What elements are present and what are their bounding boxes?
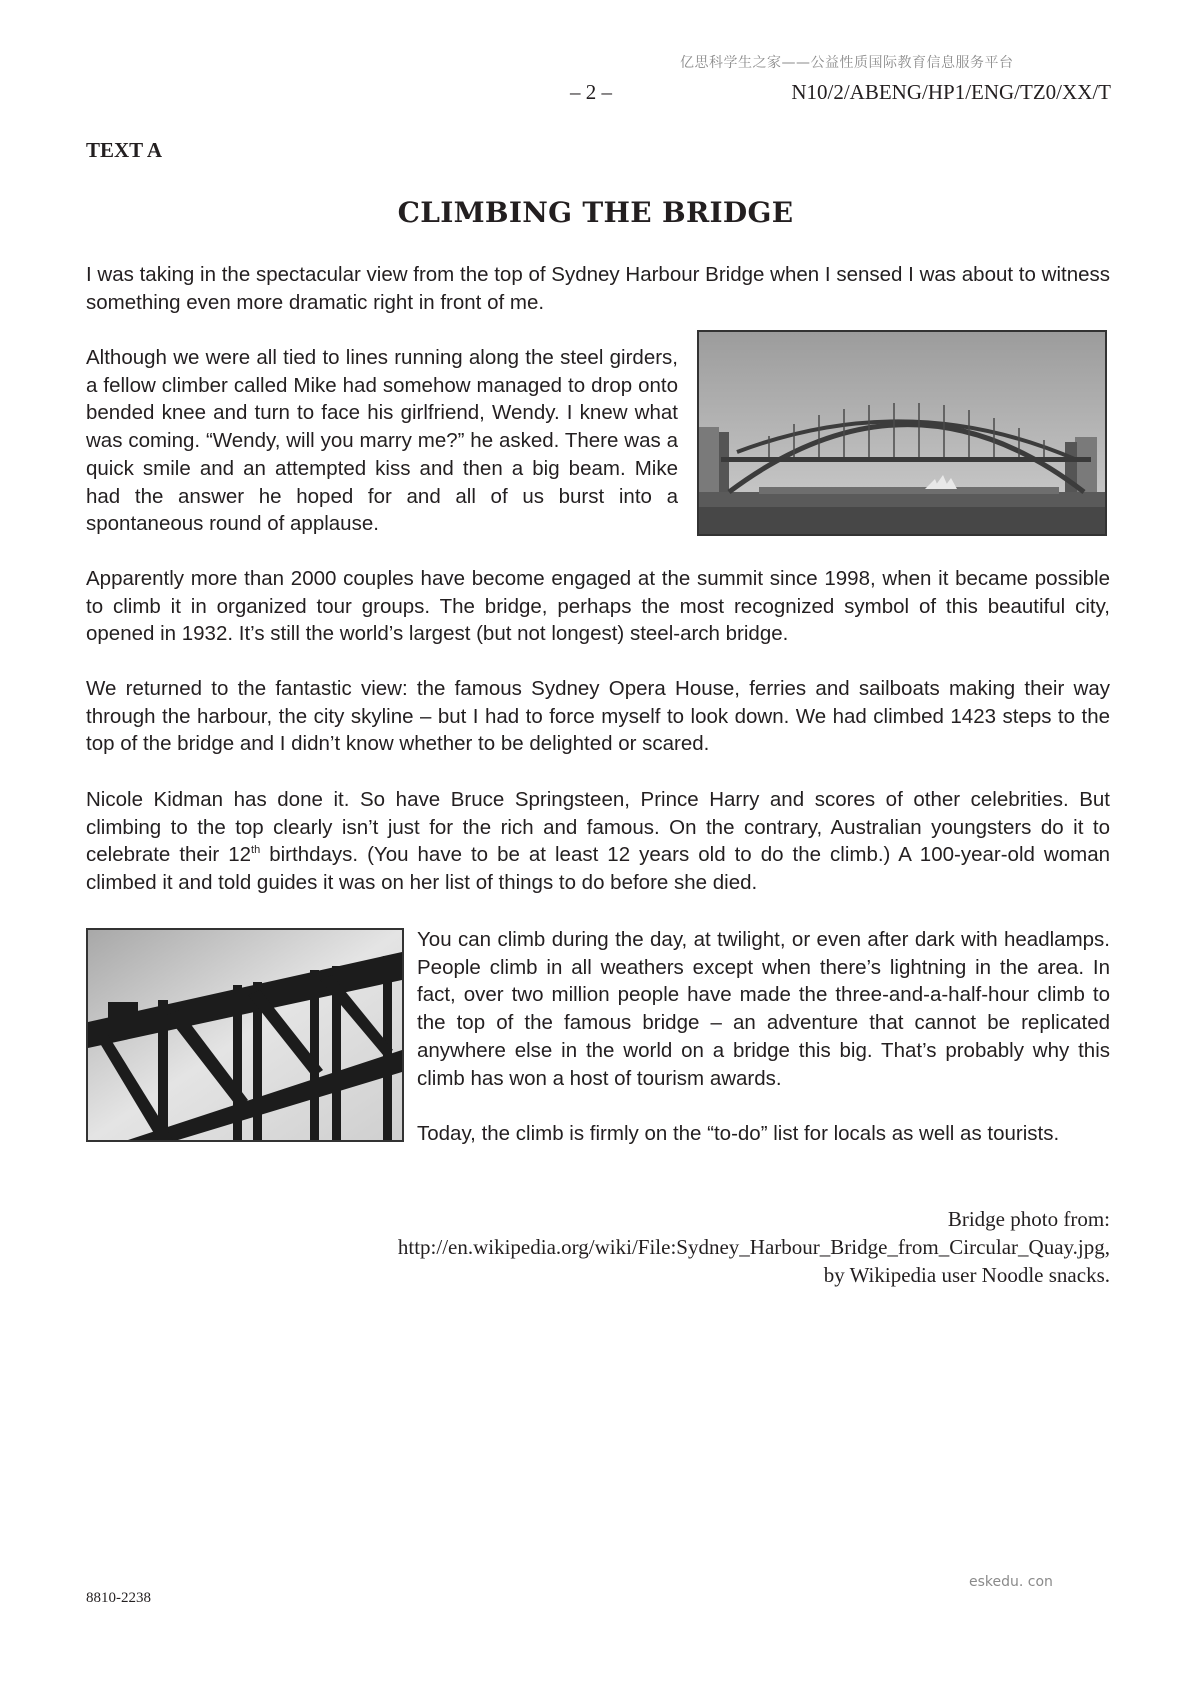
article-title: CLIMBING THE BRIDGE	[397, 196, 794, 229]
photo-credit-author: by Wikipedia user Noodle snacks.	[823, 1263, 1110, 1287]
site-watermark: 亿思科学生之家——公益性质国际教育信息服务平台	[680, 55, 1014, 71]
document-code: N10/2/ABENG/HP1/ENG/TZ0/XX/T	[791, 80, 1111, 104]
paragraph-celebrities-part1: Nicole Kidman has done it. So have Bruce Springsteen, Prince Harry and scores of other celebrities. But climbing to the top clearly isn’t just for the rich and famous. On the contrary, Australian youngsters do it to celebrate their 12	[86, 788, 1110, 867]
photo-credit-line1: Bridge photo from:	[947, 1207, 1110, 1231]
paragraph-history: Apparently more than 2000 couples have become engaged at the summit since 1998, when it became possible to climb it in organized tour groups. The bridge, perhaps the most recognized symbol of this beautiful city, opened in 1932. It’s still the world’s largest (but not longest) steel-arch bridge.	[86, 567, 1110, 646]
footer-code: 8810-2238	[86, 1590, 151, 1606]
paragraph-climb-info: You can climb during the day, at twilight, or even after dark with headlamps. People climb in all weathers except when there’s lightning in the area. In fact, over two million people have made the three-and-a-half-hour climb to the top of the famous bridge – an adventure that cannot be replicated anywhere else in the world on a bridge this big. That’s probably why this climb has won a host of tourism awards.	[417, 928, 1110, 1090]
climbers-photo	[86, 928, 404, 1142]
ordinal-superscript: th	[251, 844, 261, 857]
photo-credit-url: http://en.wikipedia.org/wiki/File:Sydney_Harbour_Bridge_from_Circular_Quay.jpg,	[397, 1235, 1110, 1259]
bridge-photo	[697, 330, 1107, 536]
paragraph-conclusion: Today, the climb is firmly on the “to-do” list for locals as well as tourists.	[417, 1122, 1060, 1145]
page-number: – 2 –	[570, 80, 612, 104]
paragraph-intro: I was taking in the spectacular view from the top of Sydney Harbour Bridge when I sensed I was about to witness something even more dramatic right in front of me.	[86, 263, 1110, 314]
paragraph-celebrities	[86, 786, 1110, 897]
paragraph-view: We returned to the fantastic view: the famous Sydney Opera House, ferries and sailboats making their way through the harbour, the city skyline – but I had to force myself to look down. We had climbed 1423 steps to the top of the bridge and I didn’t know whether to be delighted or scared.	[86, 677, 1110, 756]
section-label: TEXT A	[86, 138, 163, 162]
paragraph-proposal: Although we were all tied to lines running along the steel girders, a fellow climber called Mike had somehow managed to drop onto bended knee and turn to face his girlfriend, Wendy. I knew what was coming. “Wendy, will you marry me?” he asked. There was a quick smile and an attempted kiss and then a big beam. Mike had the answer he hoped for and all of us burst into a spontaneous round of applause.	[86, 346, 678, 536]
paragraph-celebrities-part2: birthdays. (You have to be at least 12 years old to do the climb.) A 100-year-old woman climbed it and told guides it was on her list of things to do before she died.	[86, 843, 1110, 895]
photo-credit	[398, 1205, 1110, 1289]
footer-site-watermark: eskedu. con	[969, 1574, 1053, 1590]
